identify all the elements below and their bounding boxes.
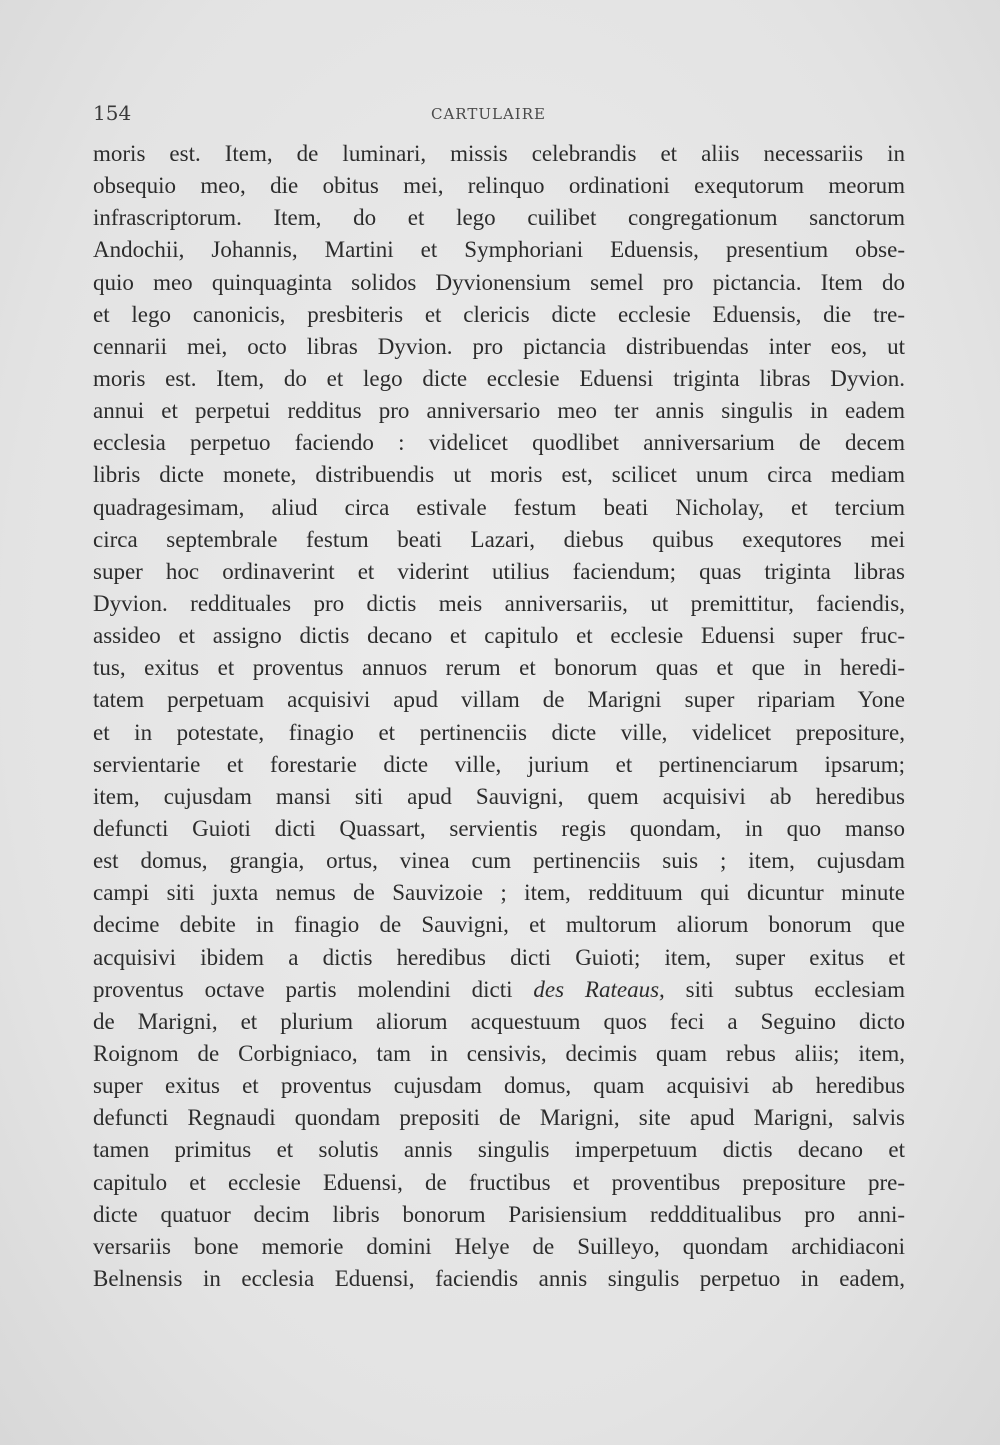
- text-line: assideo et assigno dictis decano et capitulo et ecclesie Eduensi super fruc-: [93, 623, 905, 649]
- text-line: obsequio meo, die obitus mei, relinquo ordinationi exequtorum meorum: [93, 173, 905, 199]
- text-line: et lego canonicis, presbiteris et clericis dicte ecclesie Eduensis, die tre-: [93, 301, 905, 327]
- text-line: cennarii mei, octo libras Dyvion. pro pictancia distribuendas inter eos, ut: [93, 333, 905, 359]
- text-line: annui et perpetui redditus pro anniversario meo ter annis singulis in eadem: [93, 398, 905, 424]
- text-line: acquisivi ibidem a dictis heredibus dicti Guioti; item, super exitus et: [93, 944, 905, 970]
- text-line: dicte quatuor decim libris bonorum Parisiensium reddditualibus pro anni-: [93, 1201, 905, 1227]
- text-line-end: siti subtus ecclesiam: [664, 976, 905, 1002]
- running-title: CARTULAIRE: [431, 105, 546, 123]
- text-line: item, cujusdam mansi siti apud Sauvigni, quem acquisivi ab heredibus: [93, 783, 905, 809]
- text-line: defuncti Guioti dicti Quassart, servientis regis quondam, in quo manso: [93, 815, 905, 841]
- text-line: defuncti Regnaudi quondam prepositi de Marigni, site apud Marigni, salvis: [93, 1105, 905, 1131]
- text-line: campi siti juxta nemus de Sauvizoie ; item, reddituum qui dicuntur minute: [93, 880, 905, 906]
- text-line: Andochii, Johannis, Martini et Symphoriani Eduensis, presentium obse-: [93, 237, 905, 263]
- text-line: est domus, grangia, ortus, vinea cum pertinenciis suis ; item, cujusdam: [93, 848, 905, 874]
- text-line: tamen primitus et solutis annis singulis imperpetuum dictis decano et: [93, 1137, 905, 1163]
- text-line: decime debite in finagio de Sauvigni, et multorum aliorum bonorum que: [93, 912, 905, 938]
- text-line-start: proventus octave partis molendini dicti: [93, 976, 513, 1002]
- text-line: servientarie et forestarie dicte ville, jurium et pertinenciarum ipsarum;: [93, 751, 905, 777]
- text-line: de Marigni, et plurium aliorum acquestuum quos feci a Seguino dicto: [93, 1008, 905, 1034]
- text-line: tus, exitus et proventus annuos rerum et bonorum quas et que in heredi-: [93, 655, 905, 681]
- text-line: circa septembrale festum beati Lazari, diebus quibus exequtores mei: [93, 526, 905, 552]
- text-line: capitulo et ecclesie Eduensi, de fructibus et proventibus prepositure pre-: [93, 1169, 905, 1195]
- page-number: 154: [93, 101, 132, 125]
- text-line: moris est. Item, do et lego dicte ecclesie Eduensi triginta libras Dyvion.: [93, 365, 905, 391]
- text-line: quadragesimam, aliud circa estivale festum beati Nicholay, et tercium: [93, 494, 905, 520]
- text-line: super hoc ordinaverint et viderint utilius faciendum; quas triginta libras: [93, 558, 905, 584]
- body-text: [93, 138, 905, 1295]
- italic-place-name: des Rateaus,: [533, 976, 665, 1002]
- text-line: versariis bone memorie domini Helye de Suilleyo, quondam archidiaconi: [93, 1233, 905, 1259]
- text-line: Dyvion. reddituales pro dictis meis anniversariis, ut premittitur, faciendis,: [93, 590, 905, 616]
- text-line: Roignom de Corbigniaco, tam in censivis, decimis quam rebus aliis; item,: [93, 1040, 905, 1066]
- text-line: libris dicte monete, distribuendis ut moris est, scilicet unum circa mediam: [93, 462, 905, 488]
- page-header: [93, 101, 903, 131]
- text-line: super exitus et proventus cujusdam domus, quam acquisivi ab heredibus: [93, 1073, 905, 1099]
- text-line: Belnensis in ecclesia Eduensi, faciendis annis singulis perpetuo in eadem,: [93, 1265, 905, 1291]
- text-line: ecclesia perpetuo faciendo : videlicet quodlibet anniversarium de decem: [93, 430, 905, 456]
- text-line: quio meo quinquaginta solidos Dyvionensium semel pro pictancia. Item do: [93, 269, 905, 295]
- text-line-mixed: [93, 974, 905, 1006]
- text-line: infrascriptorum. Item, do et lego cuilibet congregationum sanctorum: [93, 205, 905, 231]
- text-line: tatem perpetuam acquisivi apud villam de Marigni super ripariam Yone: [93, 687, 905, 713]
- text-line: moris est. Item, de luminari, missis celebrandis et aliis necessariis in: [93, 141, 905, 166]
- text-line: et in potestate, finagio et pertinenciis dicte ville, videlicet prepositure,: [93, 719, 905, 745]
